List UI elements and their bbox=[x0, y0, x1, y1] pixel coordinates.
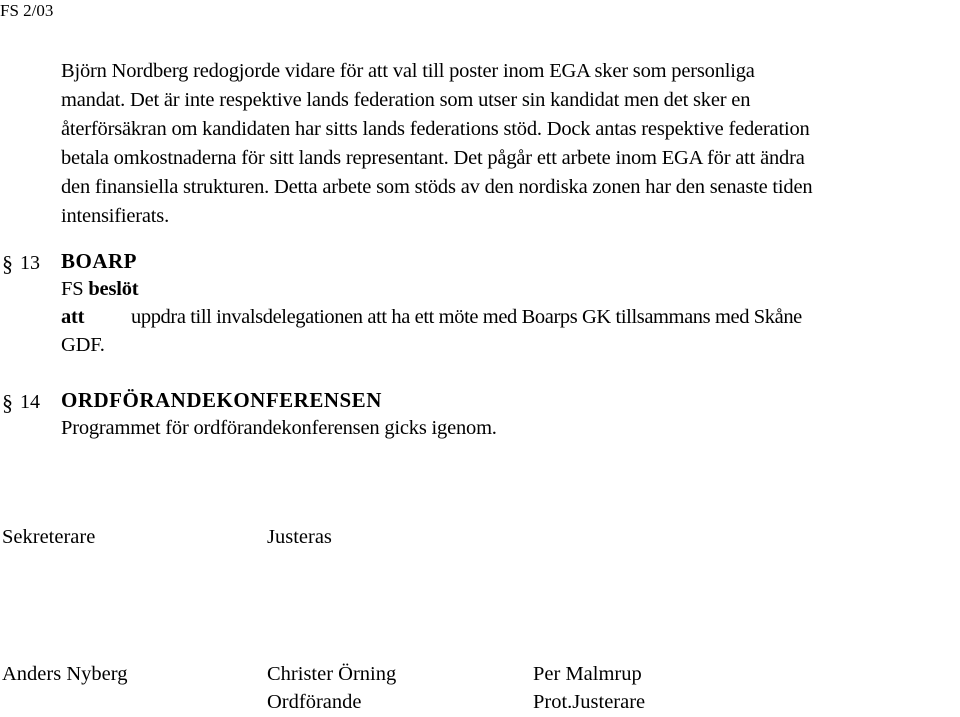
intro-line: den finansiella strukturen. Detta arbete som stöds av den nordiska zonen har den senaste tiden bbox=[61, 176, 813, 198]
decision-continuation: GDF. bbox=[61, 334, 105, 356]
section-number: 13 bbox=[20, 252, 40, 274]
intro-line: intensifierats. bbox=[61, 205, 170, 227]
section-title: BOARP bbox=[61, 249, 137, 273]
att-label: att bbox=[61, 306, 85, 328]
intro-line: återförsäkran om kandidaten har sitts lands federations stöd. Dock antas respektive federation bbox=[61, 118, 810, 140]
signature-name-adjuster: Per Malmrup bbox=[533, 663, 642, 685]
page-reference: FS 2/03 bbox=[0, 1, 54, 20]
section-number: 14 bbox=[20, 391, 40, 413]
section-symbol: § bbox=[2, 251, 13, 276]
section-title: ORDFÖRANDEKONFERENSEN bbox=[61, 388, 382, 412]
section-text: Programmet för ordförandekonferensen gicks igenom. bbox=[61, 417, 497, 439]
intro-line: betala omkostnaderna för sitt lands representant. Det pågår ett arbete inom EGA för att ändra bbox=[61, 147, 805, 169]
signature-role-secretary: Sekreterare bbox=[2, 526, 96, 548]
decision-word: beslöt bbox=[88, 278, 139, 300]
signature-role-approved: Justeras bbox=[267, 526, 332, 548]
signature-name-chair: Christer Örning bbox=[267, 663, 397, 685]
decision-text: uppdra till invalsdelegationen att ha ett möte med Boarps GK tillsammans med Skåne bbox=[131, 306, 802, 328]
section-symbol: § bbox=[2, 390, 13, 415]
decision-line bbox=[61, 278, 138, 301]
intro-line: Björn Nordberg redogjorde vidare för att val till poster inom EGA sker som personliga bbox=[61, 60, 755, 82]
signature-name-secretary: Anders Nyberg bbox=[2, 663, 128, 685]
decision-prefix: FS bbox=[61, 278, 84, 300]
intro-paragraph bbox=[61, 57, 953, 231]
signature-title-adjuster: Prot.Justerare bbox=[533, 691, 646, 713]
signature-title-chair: Ordförande bbox=[267, 691, 362, 713]
intro-line: mandat. Det är inte respektive lands federation som utser sin kandidat men det sker en bbox=[61, 89, 751, 111]
